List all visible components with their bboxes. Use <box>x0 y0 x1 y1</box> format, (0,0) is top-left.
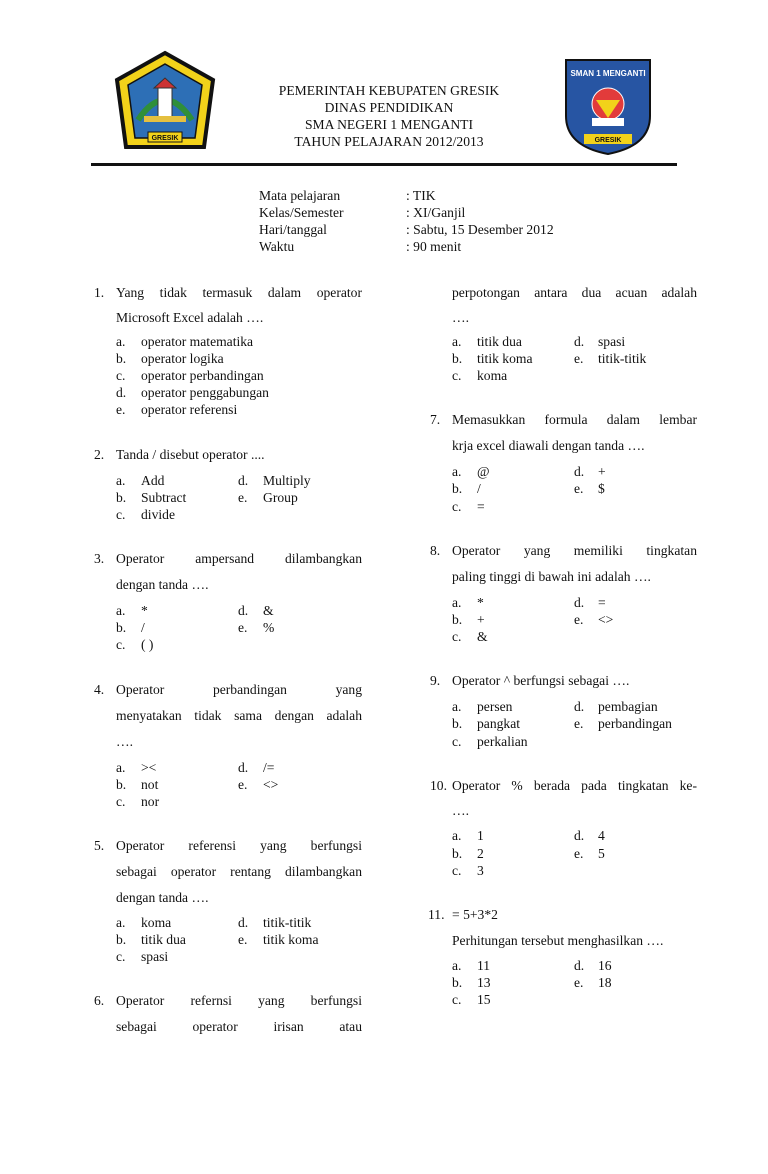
option-label: d. <box>574 828 585 843</box>
option-text: * <box>477 595 484 610</box>
option-text: titik koma <box>477 351 533 366</box>
option-text: * <box>141 603 148 618</box>
question-number: 6. <box>94 993 105 1008</box>
option-label: a. <box>116 473 126 488</box>
option-label: b. <box>116 777 127 792</box>
option-text: spasi <box>141 949 169 964</box>
option-text: 15 <box>477 992 491 1007</box>
meta-label-date: Hari/tanggal <box>259 222 327 237</box>
option-label: c. <box>116 794 126 809</box>
option-label: b. <box>452 975 463 990</box>
option-text: titik dua <box>141 932 186 947</box>
question-number: 5. <box>94 838 105 853</box>
option-label: a. <box>452 699 462 714</box>
option-text: 4 <box>598 828 605 843</box>
option-label: c. <box>452 368 462 383</box>
option-label: b. <box>452 351 463 366</box>
option-text: / <box>141 620 145 635</box>
option-label: d. <box>238 915 249 930</box>
option-text: 16 <box>598 958 612 973</box>
option-text: + <box>598 464 606 479</box>
option-text: <> <box>263 777 279 792</box>
option-label: c. <box>452 863 462 878</box>
sman1-menganti-logo <box>562 56 654 156</box>
option-text: operator logika <box>141 351 224 366</box>
option-text: operator perbandingan <box>141 368 264 383</box>
option-label: a. <box>116 915 126 930</box>
option-text: Group <box>263 490 298 505</box>
option-label: e. <box>116 402 126 417</box>
option-text: titik-titik <box>598 351 647 366</box>
option-label: b. <box>116 351 127 366</box>
question-number: 8. <box>430 543 441 558</box>
question-text: krja excel diawali dengan tanda …. <box>452 438 645 453</box>
question-text: Operator perbandingan yang <box>116 682 362 697</box>
option-text: 2 <box>477 846 484 861</box>
option-text: 18 <box>598 975 612 990</box>
question-text: paling tinggi di bawah ini adalah …. <box>452 569 651 584</box>
question-text: Operator ampersand dilambangkan <box>116 551 362 566</box>
option-text: perkalian <box>477 734 528 749</box>
option-label: c. <box>116 637 126 652</box>
option-text: & <box>477 629 488 644</box>
meta-label-time: Waktu <box>259 239 295 254</box>
option-text: operator penggabungan <box>141 385 269 400</box>
header-line-school: SMA NEGERI 1 MENGANTI <box>304 117 474 132</box>
option-text: 11 <box>477 958 491 973</box>
meta-value-class: : XI/Ganjil <box>406 205 466 220</box>
question-text: Tanda / disebut operator .... <box>116 447 265 462</box>
option-label: c. <box>116 949 126 964</box>
option-label: b. <box>452 716 463 731</box>
question-text: Memasukkan formula dalam lembar <box>452 412 697 427</box>
question-text: Yang tidak termasuk dalam operator <box>116 285 362 300</box>
option-label: d. <box>238 473 249 488</box>
svg-text:SMAN 1 MENGANTI: SMAN 1 MENGANTI <box>570 69 646 78</box>
header-line-year: TAHUN PELAJARAN 2012/2013 <box>294 134 484 149</box>
option-text: titik dua <box>477 334 522 349</box>
option-label: a. <box>452 595 462 610</box>
meta-value-time: : 90 menit <box>406 239 462 254</box>
question-text: Microsoft Excel adalah …. <box>116 310 264 325</box>
option-label: e. <box>574 612 584 627</box>
option-text: spasi <box>598 334 626 349</box>
option-label: e. <box>574 975 584 990</box>
question-text: sebagai operator irisan atau <box>116 1019 362 1034</box>
option-text: divide <box>141 507 175 522</box>
option-text: pangkat <box>477 716 521 731</box>
meta-value-subject: : TIK <box>406 188 436 203</box>
question-number: 9. <box>430 673 441 688</box>
question-text: Perhitungan tersebut menghasilkan …. <box>452 933 664 948</box>
question-text: Operator refernsi yang berfungsi <box>116 993 362 1008</box>
option-label: c. <box>452 629 462 644</box>
question-text: Operator ^ berfungsi sebagai …. <box>452 673 630 688</box>
option-text: Subtract <box>141 490 187 505</box>
header-line-government: PEMERINTAH KEBUPATEN GRESIK <box>278 83 500 98</box>
question-text: Operator % berada pada tingkatan ke- <box>452 778 697 793</box>
option-text: koma <box>477 368 508 383</box>
option-label: c. <box>116 368 126 383</box>
question-text: Operator referensi yang berfungsi <box>116 838 362 853</box>
option-label: c. <box>116 507 126 522</box>
option-text: titik koma <box>263 932 319 947</box>
option-text: operator matematika <box>141 334 254 349</box>
option-label: e. <box>574 716 584 731</box>
option-text: operator referensi <box>141 402 238 417</box>
option-text: $ <box>598 481 605 496</box>
option-text: & <box>263 603 274 618</box>
question-number: 2. <box>94 447 105 462</box>
option-label: a. <box>116 334 126 349</box>
option-label: b. <box>452 612 463 627</box>
meta-value-date: : Sabtu, 15 Desember 2012 <box>406 222 554 237</box>
option-label: a. <box>116 603 126 618</box>
option-text: Multiply <box>263 473 311 488</box>
option-text: >< <box>141 760 157 775</box>
header-divider <box>91 163 677 166</box>
option-label: a. <box>116 760 126 775</box>
option-label: d. <box>238 760 249 775</box>
meta-label-class: Kelas/Semester <box>259 205 344 220</box>
option-text: % <box>263 620 275 635</box>
option-text: not <box>141 777 159 792</box>
option-label: d. <box>574 595 585 610</box>
option-text: 13 <box>477 975 491 990</box>
question-text: perpotongan antara dua acuan adalah <box>452 285 697 300</box>
question-text: sebagai operator rentang dilambangkan <box>116 864 362 879</box>
option-label: c. <box>452 499 462 514</box>
option-label: b. <box>116 932 127 947</box>
question-text: dengan tanda …. <box>116 890 209 905</box>
option-label: e. <box>238 932 248 947</box>
option-label: d. <box>238 603 249 618</box>
option-label: a. <box>452 334 462 349</box>
question-text: …. <box>452 310 469 325</box>
option-label: e. <box>238 777 248 792</box>
question-text: …. <box>116 734 133 749</box>
option-text: @ <box>477 464 490 479</box>
option-text: 1 <box>477 828 484 843</box>
option-text: perbandingan <box>598 716 672 731</box>
option-label: e. <box>574 481 584 496</box>
option-label: c. <box>452 992 462 1007</box>
option-text: pembagian <box>598 699 658 714</box>
question-number: 7. <box>430 412 441 427</box>
gresik-logo <box>114 50 216 154</box>
option-text: ( ) <box>141 637 154 652</box>
question-number: 11. <box>428 907 445 922</box>
option-text: /= <box>263 760 275 775</box>
meta-label-subject: Mata pelajaran <box>259 188 341 203</box>
option-text: koma <box>141 915 172 930</box>
option-text: 3 <box>477 863 484 878</box>
option-text: / <box>477 481 481 496</box>
option-label: c. <box>452 734 462 749</box>
question-text: = 5+3*2 <box>452 907 498 922</box>
question-number: 1. <box>94 285 105 300</box>
option-label: e. <box>574 351 584 366</box>
option-text: nor <box>141 794 160 809</box>
svg-text:GRESIK: GRESIK <box>594 137 622 144</box>
question-text: dengan tanda …. <box>116 577 209 592</box>
option-text: Add <box>141 473 165 488</box>
option-label: e. <box>238 490 248 505</box>
option-label: b. <box>116 620 127 635</box>
option-text: = <box>477 499 485 514</box>
option-label: d. <box>574 334 585 349</box>
question-text: …. <box>452 803 469 818</box>
option-label: b. <box>452 846 463 861</box>
option-text: titik-titik <box>263 915 312 930</box>
option-text: + <box>477 612 485 627</box>
option-label: d. <box>574 958 585 973</box>
question-text: menyatakan tidak sama dengan adalah <box>116 708 362 723</box>
option-text: 5 <box>598 846 605 861</box>
header-line-department: DINAS PENDIDIKAN <box>324 100 454 115</box>
option-label: d. <box>116 385 127 400</box>
option-label: e. <box>238 620 248 635</box>
question-text: Operator yang memiliki tingkatan <box>452 543 697 558</box>
option-label: d. <box>574 464 585 479</box>
option-label: a. <box>452 464 462 479</box>
option-label: a. <box>452 958 462 973</box>
question-number: 3. <box>94 551 105 566</box>
option-text: = <box>598 595 606 610</box>
svg-text:GRESIK: GRESIK <box>151 135 179 142</box>
option-text: persen <box>477 699 513 714</box>
option-label: b. <box>116 490 127 505</box>
option-label: e. <box>574 846 584 861</box>
option-text: <> <box>598 612 614 627</box>
option-label: a. <box>452 828 462 843</box>
option-label: d. <box>574 699 585 714</box>
option-label: b. <box>452 481 463 496</box>
question-number: 10. <box>430 778 447 793</box>
question-number: 4. <box>94 682 105 697</box>
